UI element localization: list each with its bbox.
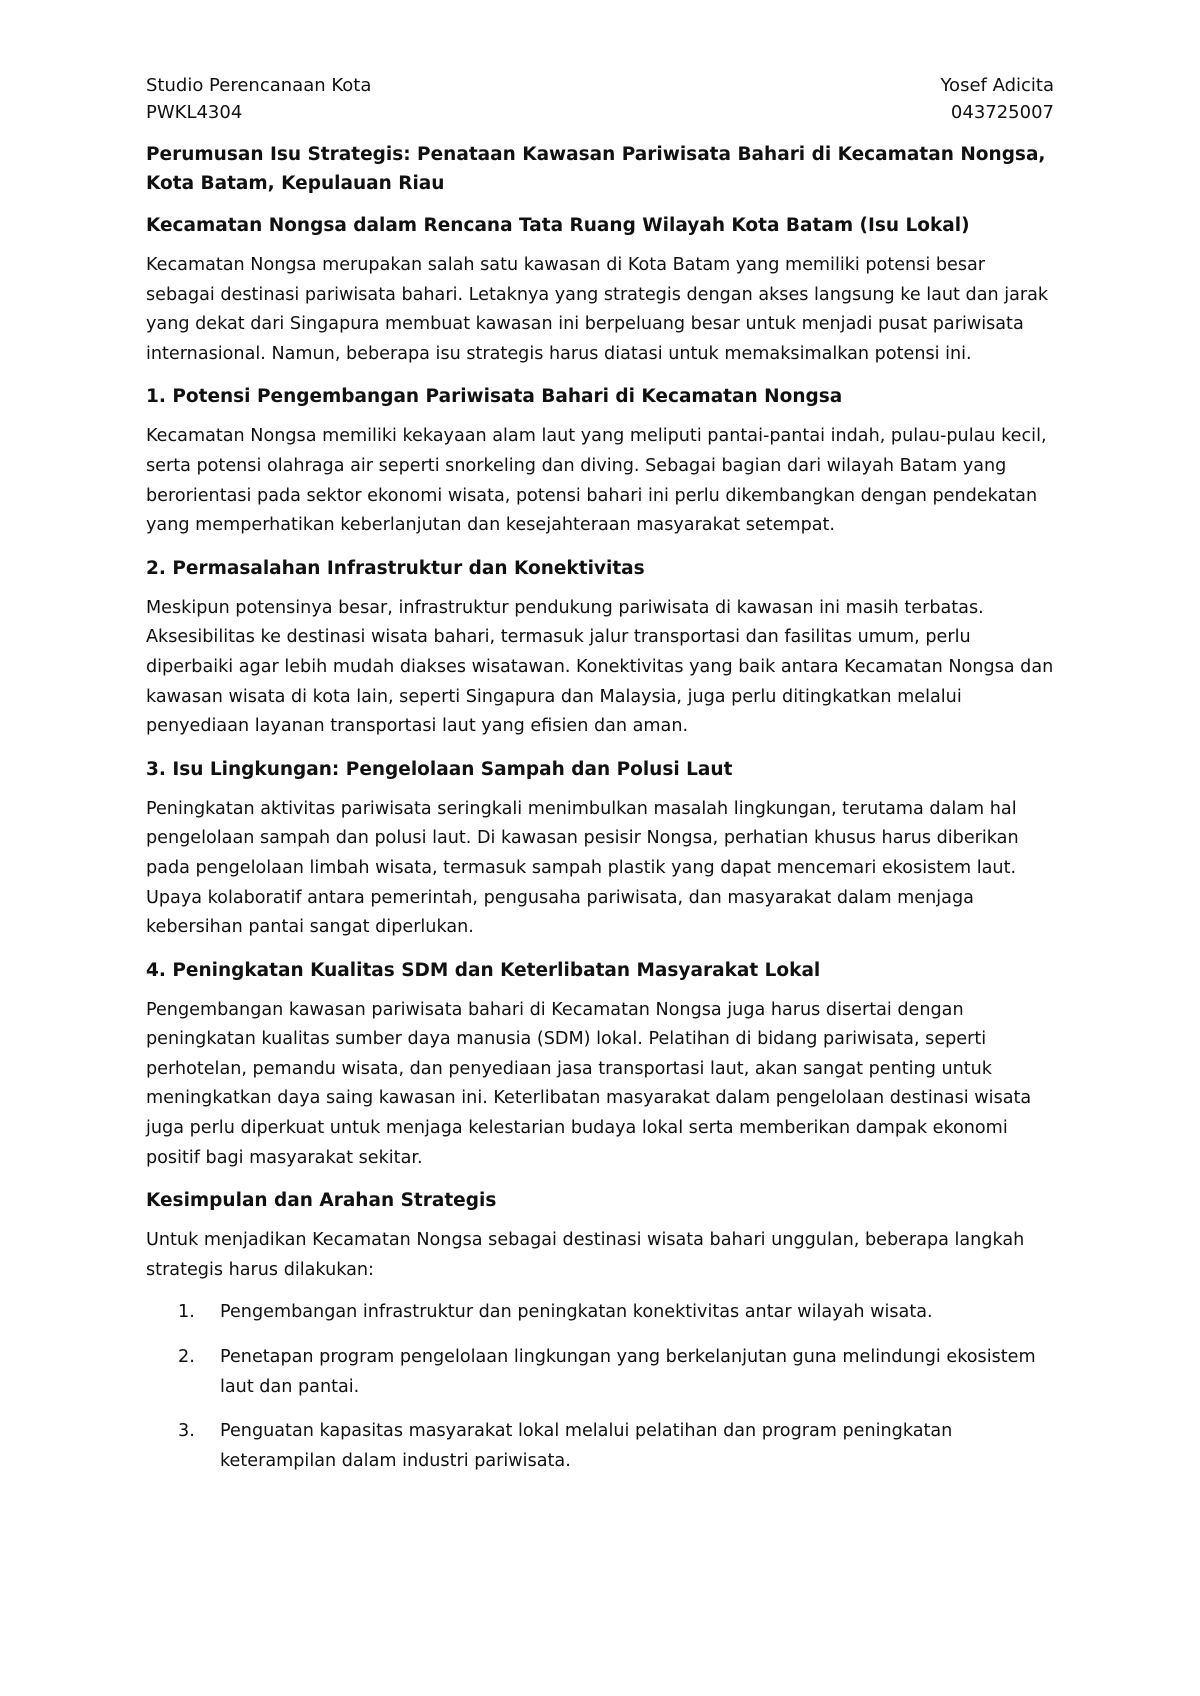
course-name: Studio Perencanaan Kota (146, 75, 372, 96)
document-page (146, 72, 1054, 1491)
section-paragraph: Meskipun potensinya besar, infrastruktur pendukung pariwisata di kawasan ini masih terbatas. Aksesibilitas ke destinasi wisata bahari, termasuk jalur transportasi dan fasilitas umum, perlu diperbaiki agar lebih mudah diakses wisatawan. Konektivitas yang baik antara Kecamatan Nongsa dan kawasan wisata di kota lain, seperti Singapura dan Malaysia, juga perlu ditingkatkan melalui penyediaan layanan transportasi laut yang efisien dan aman. (146, 597, 1054, 737)
section-paragraph: Peningkatan aktivitas pariwisata seringkali menimbulkan masalah lingkungan, terutama dalam hal pengelolaan sampah dan polusi laut. Di kawasan pesisir Nongsa, perhatian khusus harus diberikan pada pengelolaan limbah wisata, termasuk sampah plastik yang dapat mencemari ekosistem laut. Upaya kolaboratif antara pemerintah, pengusaha pariwisata, dan masyarakat dalam menjaga kebersihan pantai sangat diperlukan. (146, 798, 1019, 938)
list-item-text: Penguatan kapasitas masyarakat lokal melalui pelatihan dan program peningkatan keterampilan dalam industri pariwisata. (220, 1421, 953, 1471)
document-header (146, 72, 1054, 126)
section-heading: 2. Permasalahan Infrastruktur dan Konektivitas (146, 557, 645, 579)
list-item (146, 1343, 1054, 1402)
conclusion-heading: Kesimpulan dan Arahan Strategis (146, 1190, 497, 1212)
course-code: PWKL4304 (146, 102, 243, 123)
student-id: 043725007 (950, 102, 1054, 123)
list-item-number: 2. (178, 1347, 195, 1368)
document-title: Perumusan Isu Strategis: Penataan Kawasan Pariwisata Bahari di Kecamatan Nongsa, Kota Batam, Kepulauan Riau (146, 144, 1046, 194)
list-item-text: Pengembangan infrastruktur dan peningkatan konektivitas antar wilayah wisata. (220, 1302, 933, 1323)
conclusion-paragraph: Untuk menjadikan Kecamatan Nongsa sebagai destinasi wisata bahari unggulan, beberapa langkah strategis harus dilakukan: (146, 1230, 1025, 1280)
list-item-number: 3. (178, 1421, 195, 1442)
section-heading: 4. Peningkatan Kualitas SDM dan Keterlibatan Masyarakat Lokal (146, 959, 821, 981)
section-heading: 1. Potensi Pengembangan Pariwisata Bahari di Kecamatan Nongsa (146, 386, 843, 408)
author-name: Yosef Adicita (940, 75, 1054, 96)
section-paragraph: Pengembangan kawasan pariwisata bahari di Kecamatan Nongsa juga harus disertai dengan peningkatan kualitas sumber daya manusia (SDM) lokal. Pelatihan di bidang pariwisata, seperti perhotelan, pemandu wisata, dan penyediaan jasa transportasi laut, akan sangat penting untuk meningkatkan daya saing kawasan ini. Keterlibatan masyarakat dalam pengelolaan destinasi wisata juga perlu diperkuat untuk menjaga kelestarian budaya lokal serta memberikan dampak ekonomi positif bagi masyarakat sekitar. (146, 999, 1032, 1168)
list-item-number: 1. (178, 1302, 195, 1323)
list-item (146, 1298, 1054, 1328)
section-heading: 3. Isu Lingkungan: Pengelolaan Sampah dan Polusi Laut (146, 758, 733, 780)
section-paragraph: Kecamatan Nongsa memiliki kekayaan alam laut yang meliputi pantai-pantai indah, pulau-pulau kecil, serta potensi olahraga air seperti snorkeling dan diving. Sebagai bagian dari wilayah Batam yang berorientasi pada sektor ekonomi wisata, potensi bahari ini perlu dikembangkan dengan pendekatan yang memperhatikan keberlanjutan dan kesejahteraan masyarakat setempat. (146, 426, 1047, 536)
list-item (146, 1417, 1054, 1476)
list-item-text: Penetapan program pengelolaan lingkungan yang berkelanjutan guna melindungi ekosistem laut dan pantai. (220, 1347, 1036, 1397)
intro-heading: Kecamatan Nongsa dalam Rencana Tata Ruang Wilayah Kota Batam (Isu Lokal) (146, 215, 970, 236)
strategy-list (146, 1298, 1054, 1476)
intro-paragraph: Kecamatan Nongsa merupakan salah satu kawasan di Kota Batam yang memiliki potensi besar sebagai destinasi pariwisata bahari. Letaknya yang strategis dengan akses langsung ke laut dan jarak yang dekat dari Singapura membuat kawasan ini berpeluang besar untuk menjadi pusat pariwisata internasional. Namun, beberapa isu strategis harus diatasi untuk memaksimalkan potensi ini. (146, 255, 1049, 364)
